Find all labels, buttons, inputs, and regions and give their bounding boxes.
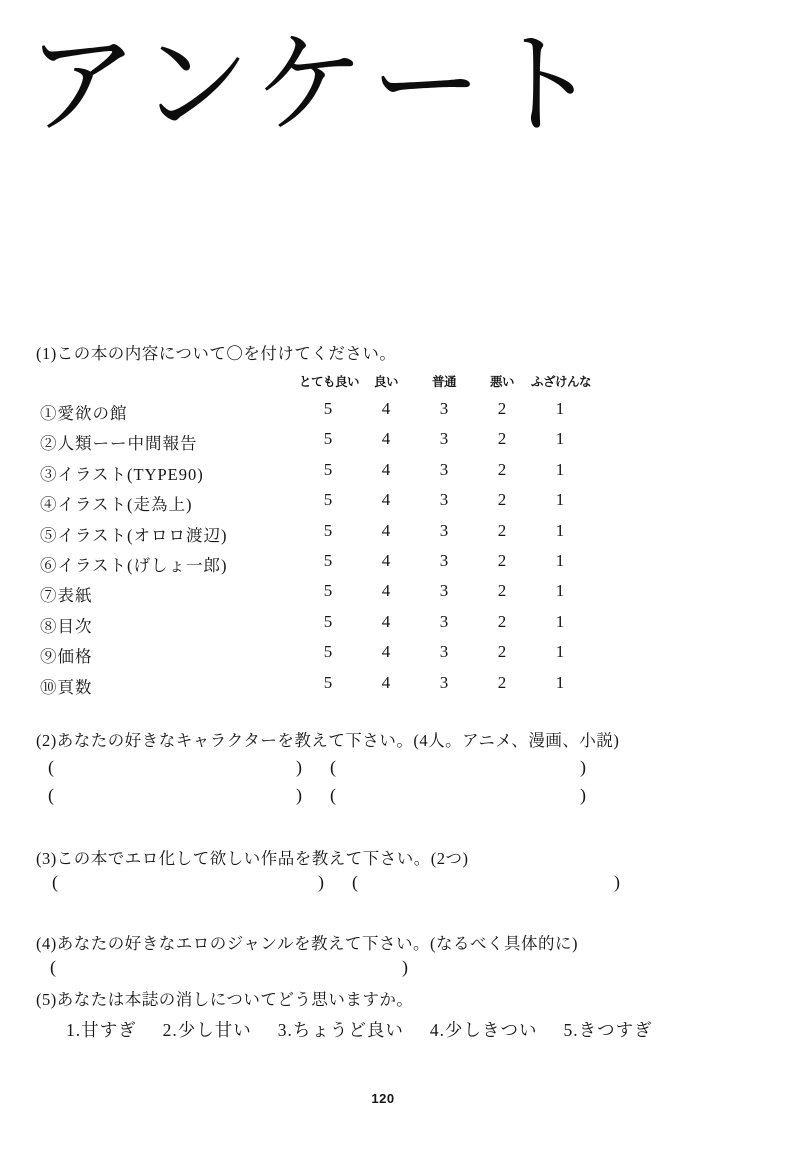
rating-value: 4 (381, 490, 391, 510)
rating-scale (299, 581, 589, 601)
rating-item-label: ②人類ーー中間報告 (40, 434, 198, 454)
question-4-prompt: (4)あなたの好きなエロのジャンルを教えて下さい。(なるべく具体的に) (36, 934, 578, 953)
answer-paren-open: ( (352, 872, 358, 892)
rating-row-8 (0, 609, 800, 639)
rating-item-label: ④イラスト(走為上) (40, 495, 193, 515)
rating-row-6 (0, 548, 800, 578)
rating-row-7 (0, 578, 800, 608)
rating-row-4 (0, 487, 800, 517)
option-bit-mild: 2.少し甘い (162, 1020, 252, 1040)
rating-scale (299, 521, 589, 541)
rating-header-very-good: とても良い (299, 375, 360, 389)
answer-paren-close: ) (580, 757, 586, 777)
rating-value: 3 (439, 672, 449, 692)
rating-value: 4 (381, 642, 391, 662)
rating-value: 4 (381, 672, 391, 692)
rating-row-2 (0, 426, 800, 456)
rating-row-10 (0, 670, 800, 700)
rating-value: 2 (497, 429, 507, 449)
rating-value: 2 (497, 490, 507, 510)
rating-value: 1 (555, 520, 565, 540)
option-bit-strict: 4.少しきつい (429, 1020, 538, 1040)
rating-value: 5 (323, 399, 333, 418)
rating-value: 2 (497, 672, 507, 692)
rating-value: 2 (497, 642, 507, 662)
answer-paren-open: ( (52, 872, 58, 892)
rating-item-label: ③イラスト(TYPE90) (40, 464, 204, 484)
rating-value: 1 (555, 459, 565, 479)
rating-value: 1 (555, 581, 565, 601)
answer-paren-open: ( (330, 757, 336, 777)
option-too-strict: 5.きつすぎ (563, 1020, 653, 1040)
rating-header-bad: 悪い (489, 375, 514, 389)
rating-value: 1 (555, 611, 565, 631)
rating-value: 3 (439, 490, 449, 510)
question-5-options (66, 1017, 653, 1042)
rating-header-normal: 普通 (431, 375, 456, 389)
question-5-prompt: (5)あなたは本誌の消しについてどう思いますか。 (36, 990, 414, 1009)
rating-item-label: ⑨価格 (40, 647, 93, 667)
rating-item-label: ①愛欲の館 (40, 404, 128, 423)
rating-item-label: ⑤イラスト(オロロ渡辺) (40, 525, 228, 545)
rating-value: 5 (323, 429, 333, 449)
rating-scale (299, 642, 589, 662)
rating-value: 1 (555, 642, 565, 662)
rating-scale (299, 399, 589, 419)
rating-value: 4 (381, 581, 391, 601)
rating-value: 2 (497, 520, 507, 540)
rating-value: 2 (497, 581, 507, 601)
rating-scale (299, 673, 589, 693)
answer-paren-open: ( (48, 785, 54, 805)
rating-value: 1 (555, 490, 565, 510)
rating-row-3 (0, 457, 800, 487)
answer-paren-open: ( (330, 785, 336, 805)
rating-value: 5 (323, 520, 333, 540)
rating-value: 5 (323, 642, 333, 662)
rating-value: 2 (497, 399, 507, 418)
option-just-right: 3.ちょうど良い (277, 1020, 404, 1040)
rating-value: 3 (439, 581, 449, 601)
answer-paren-close: ) (296, 785, 302, 805)
rating-value: 5 (323, 581, 333, 601)
rating-value: 3 (439, 611, 449, 631)
rating-scale (299, 460, 589, 480)
rating-item-label: ⑩頁数 (40, 677, 93, 697)
rating-item-label: ⑥イラスト(げしょ一郎) (40, 555, 228, 575)
page-number: 120 (371, 1091, 395, 1106)
rating-item-label: ⑧目次 (40, 616, 93, 636)
rating-item-label: ⑦表紙 (40, 586, 93, 606)
rating-scale (299, 551, 589, 571)
rating-table (0, 396, 800, 700)
answer-paren-open: ( (48, 757, 54, 777)
rating-value: 4 (381, 550, 391, 570)
question-3-prompt: (3)この本でエロ化して欲しい作品を教えて下さい。(2つ) (36, 849, 469, 868)
question-1-prompt: (1)この本の内容について〇を付けてください。 (36, 344, 397, 363)
page-title: アンケート (26, 24, 605, 148)
rating-row-5 (0, 518, 800, 548)
rating-value: 5 (323, 611, 333, 631)
question-2-prompt: (2)あなたの好きなキャラクターを教えて下さい。(4人。アニメ、漫画、小説) (36, 731, 620, 750)
rating-value: 2 (497, 611, 507, 631)
rating-header-terrible: ふざけんな (531, 375, 592, 389)
answer-paren-open: ( (50, 957, 56, 977)
rating-value: 1 (555, 399, 565, 418)
rating-value: 4 (381, 399, 391, 418)
rating-value: 4 (381, 520, 391, 540)
rating-value: 1 (555, 672, 565, 692)
rating-value: 2 (497, 550, 507, 570)
rating-value: 5 (323, 550, 333, 570)
rating-value: 1 (555, 429, 565, 449)
rating-scale (299, 429, 589, 449)
rating-value: 3 (439, 429, 449, 449)
rating-value: 5 (323, 672, 333, 692)
rating-row-1 (0, 396, 800, 426)
rating-row-9 (0, 639, 800, 669)
rating-header-row (299, 372, 592, 390)
answer-paren-close: ) (402, 957, 408, 977)
rating-value: 3 (439, 459, 449, 479)
rating-value: 3 (439, 642, 449, 662)
answer-paren-close: ) (318, 872, 324, 892)
option-too-mild: 1.甘すぎ (66, 1020, 137, 1040)
rating-value: 5 (323, 490, 333, 510)
rating-value: 3 (439, 520, 449, 540)
rating-value: 5 (323, 459, 333, 479)
rating-scale (299, 490, 589, 510)
answer-paren-close: ) (580, 785, 586, 805)
rating-scale (299, 612, 589, 632)
rating-header-good: 良い (373, 375, 398, 389)
rating-value: 1 (555, 550, 565, 570)
rating-value: 3 (439, 550, 449, 570)
rating-value: 3 (439, 399, 449, 418)
answer-paren-close: ) (614, 872, 620, 892)
rating-value: 4 (381, 429, 391, 449)
rating-value: 4 (381, 611, 391, 631)
rating-value: 4 (381, 459, 391, 479)
rating-value: 2 (497, 459, 507, 479)
answer-paren-close: ) (296, 757, 302, 777)
